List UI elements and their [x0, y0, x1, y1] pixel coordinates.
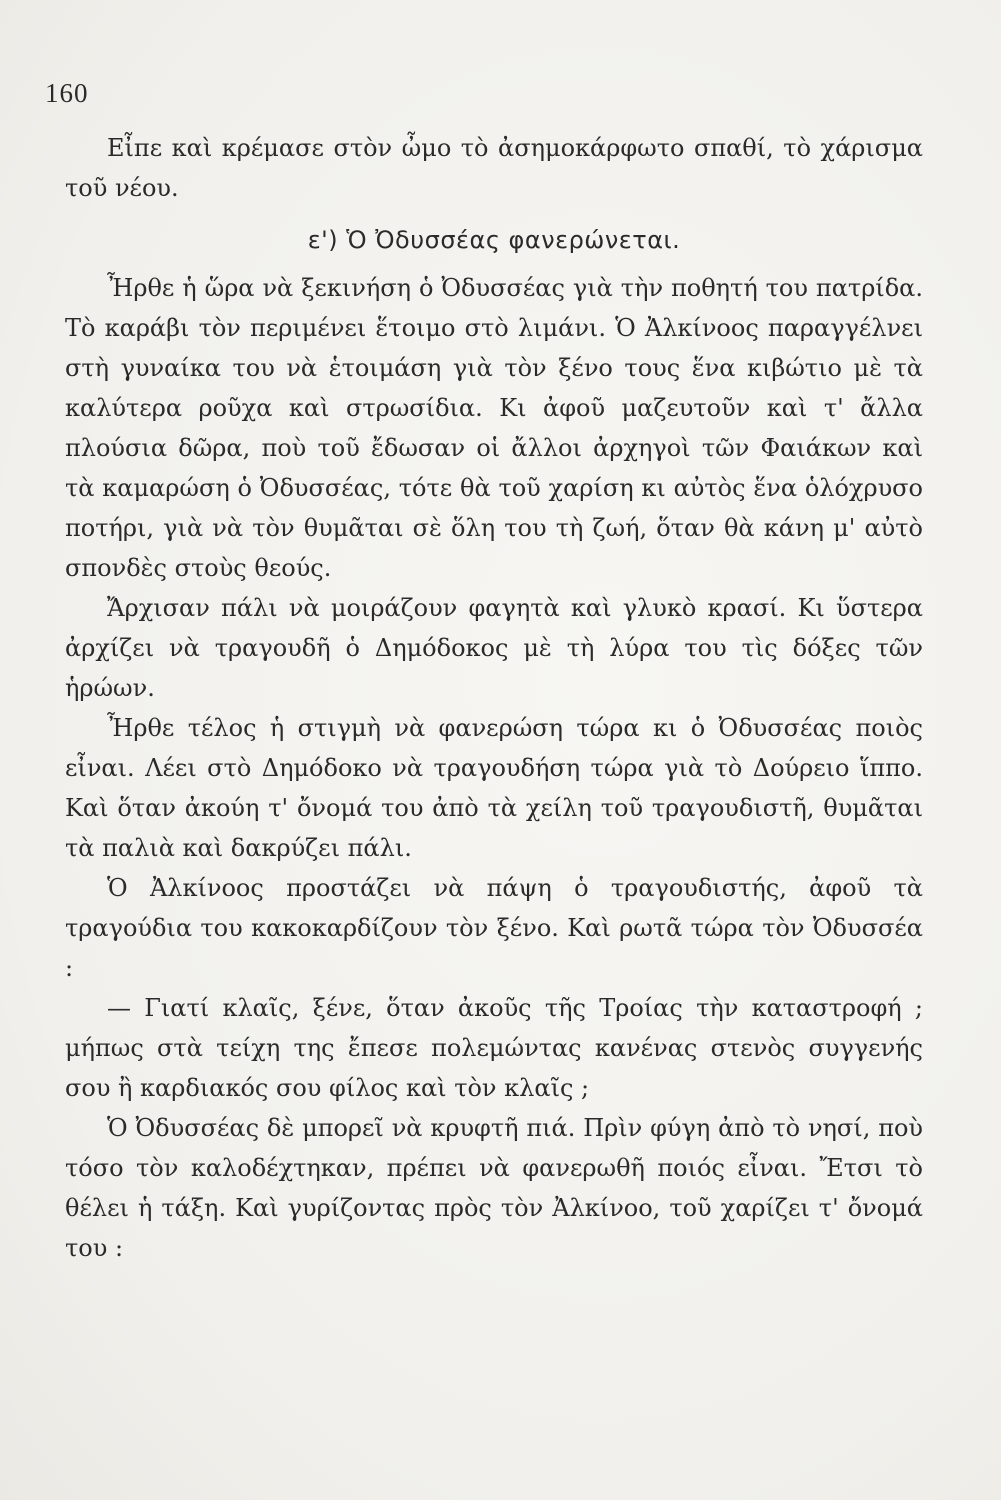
paragraph-departure: Ἦρθε ἡ ὥρα νὰ ξεκινήση ὁ Ὀδυσσέας γιὰ τὴν ποθητή του πατρίδα. Τὸ καράβι τὸν περιμένει ἕτοιμο στὸ λιμάνι. Ὁ Ἀλκίνοος παραγγέλνει στὴ γυναίκα του νὰ ἑτοιμάση γιὰ τὸν ξένο τους ἕνα κιβώτιο μὲ τὰ καλύτερα ροῦχα καὶ στρωσίδια. Κι ἀφοῦ μαζευτοῦν καὶ τ' ἄλλα πλούσια δῶρα, ποὺ τοῦ ἔδωσαν οἱ ἄλλοι ἀρχηγοὶ τῶν Φαιάκων καὶ τὰ καμαρώση ὁ Ὀδυσσέας, τότε θὰ τοῦ χαρίση κι αὐτὸς ἕνα ὁλόχρυσο ποτήρι, γιὰ νὰ τὸν θυμᾶται σὲ ὅλη του τὴ ζωή, ὅταν θὰ κάνη μ' αὐτὸ σπονδὲς στοὺς θεούς.	[65, 274, 923, 582]
section-heading: ε') Ὁ Ὀδυσσέας φανερώνεται.	[307, 226, 681, 254]
page-number: 160	[45, 78, 89, 108]
paragraph-dialogue: — Γιατί κλαῖς, ξένε, ὅταν ἀκοῦς τῆς Τροίας τὴν καταστροφή ; μήπως στὰ τείχη της ἔπεσε πολεμώντας κανένας στενὸς συγγενής σου ἢ καρδιακός σου φίλος καὶ τὸν κλαῖς ;	[65, 994, 923, 1102]
paragraph-feast: Ἄρχισαν πάλι νὰ μοιράζουν φαγητὰ καὶ γλυκὸ κρασί. Κι ὕστερα ἀρχίζει νὰ τραγουδῆ ὁ Δημόδοκος μὲ τὴ λύρα του τὶς δόξες τῶν ἡρώων.	[65, 594, 923, 702]
paragraph-alkinoos: Ὁ Ἀλκίνοος προστάζει νὰ πάψη ὁ τραγουδιστής, ἀφοῦ τὰ τραγούδια του κακοκαρδίζουν τὸν ξένο. Καὶ ρωτᾶ τώρα τὸν Ὀδυσσέα :	[65, 874, 923, 982]
intro-paragraph: Εἶπε καὶ κρέμασε στὸν ὦμο τὸ ἀσημοκάρφωτο σπαθί, τὸ χάρισμα τοῦ νέου.	[65, 134, 923, 202]
paragraph-reveal: Ἦρθε τέλος ἡ στιγμὴ νὰ φανερώση τώρα κι ὁ Ὀδυσσέας ποιὸς εἶναι. Λέει στὸ Δημόδοκο νὰ τραγουδήση τώρα γιὰ τὸ Δούρειο ἵππο. Καὶ ὅταν ἀκούη τ' ὄνομά του ἀπὸ τὰ χείλη τοῦ τραγουδιστῆ, θυμᾶται τὰ παλιὰ καὶ δακρύζει πάλι.	[65, 714, 923, 862]
paragraph-odysseus: Ὁ Ὀδυσσέας δὲ μπορεῖ νὰ κρυφτῆ πιά. Πρὶν φύγη ἀπὸ τὸ νησί, ποὺ τόσο τὸν καλοδέχτηκαν, πρέπει νὰ φανερωθῆ ποιός εἶναι. Ἔτσι τὸ θέλει ἡ τάξη. Καὶ γυρίζοντας πρὸς τὸν Ἀλκίνοο, τοῦ χαρίζει τ' ὄνομά του :	[65, 1114, 923, 1262]
text-block	[65, 128, 923, 1268]
